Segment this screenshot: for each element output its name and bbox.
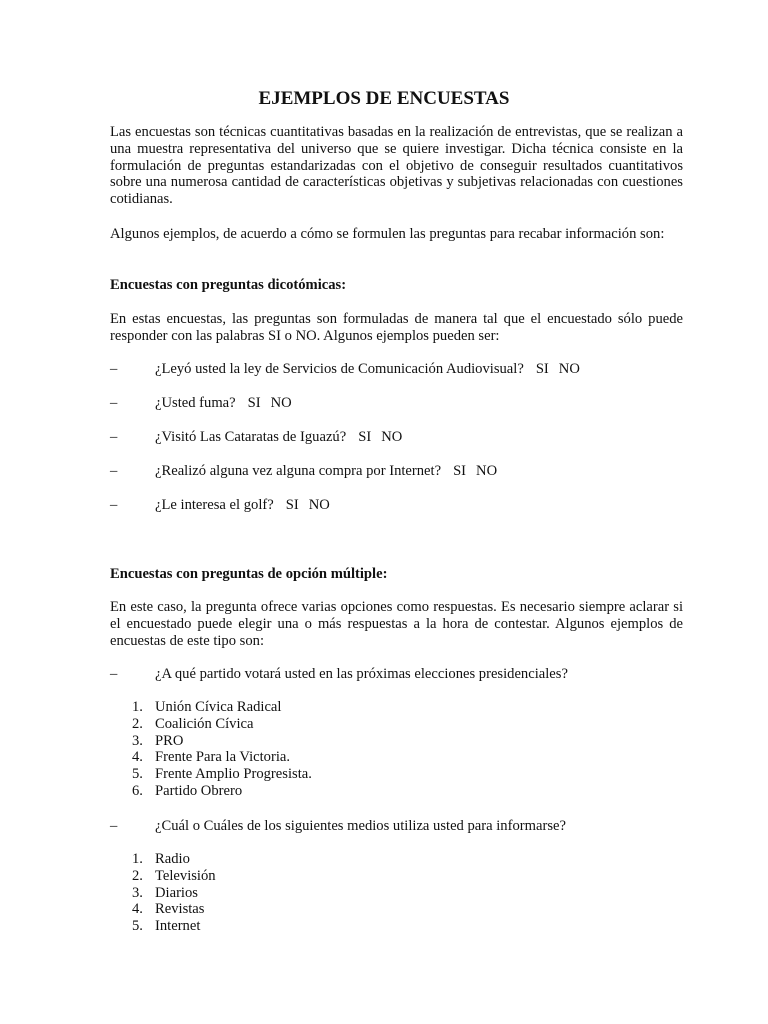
- question-text: ¿A qué partido votará usted en las próximas elecciones presidenciales?: [155, 666, 568, 682]
- option-text: Partido Obrero: [155, 782, 243, 799]
- question-text: ¿Leyó usted la ley de Servicios de Comunicación Audiovisual?: [155, 361, 524, 377]
- multiple-choice-heading: Encuestas con preguntas de opción múltiple:: [110, 566, 388, 582]
- item-number: 6.: [132, 782, 143, 799]
- dichotomous-question-item: [110, 361, 683, 378]
- page-title: EJEMPLOS DE ENCUESTAS: [258, 88, 510, 109]
- list-item: [132, 733, 312, 750]
- dichotomous-heading: Encuestas con preguntas dicotómicas:: [110, 277, 347, 293]
- list-item: [132, 885, 216, 902]
- dash-bullet: –: [110, 395, 118, 411]
- yes-option: SI: [247, 395, 261, 411]
- dash-bullet: –: [110, 361, 118, 377]
- list-item: [132, 901, 216, 918]
- list-item: [132, 699, 312, 716]
- option-text: Coalición Cívica: [155, 715, 254, 732]
- dash-bullet: –: [110, 818, 118, 834]
- examples-intro-paragraph: Algunos ejemplos, de acuerdo a cómo se formulen las preguntas para recabar información son:: [110, 226, 665, 242]
- list-item: [132, 868, 216, 885]
- media-options-list: [132, 851, 216, 935]
- item-number: 5.: [132, 766, 143, 783]
- yes-option: SI: [535, 361, 549, 377]
- no-option: NO: [558, 361, 580, 377]
- item-number: 5.: [132, 918, 143, 935]
- dichotomous-question-item: [110, 463, 683, 480]
- question-text: ¿Usted fuma?: [155, 395, 236, 411]
- item-number: 3.: [132, 732, 143, 749]
- yes-option: SI: [453, 463, 467, 479]
- option-text: Radio: [155, 851, 190, 867]
- party-options-list: [132, 699, 312, 800]
- multiple-choice-description: En este caso, la pregunta ofrece varias opciones como respuestas. Es necesario siempre aclarar si el encuestado puede elegir una o más respuestas a la hora de contestar. Algunos ejemplos de encuestas de este tipo son:: [110, 599, 683, 649]
- list-item: [132, 918, 216, 935]
- option-text: Televisión: [155, 867, 216, 884]
- no-option: NO: [270, 395, 292, 411]
- multiple-question-item: [110, 666, 683, 683]
- dash-bullet: –: [110, 463, 118, 479]
- item-number: 1.: [132, 851, 143, 867]
- yes-option: SI: [358, 429, 372, 445]
- yes-option: SI: [285, 497, 299, 513]
- item-number: 4.: [132, 901, 143, 918]
- dash-bullet: –: [110, 666, 118, 682]
- dichotomous-question-item: [110, 429, 683, 446]
- option-text: Frente Amplio Progresista.: [155, 766, 312, 783]
- item-number: 2.: [132, 867, 143, 884]
- dichotomous-question-item: [110, 497, 683, 514]
- question-text: ¿Visitó Las Cataratas de Iguazú?: [155, 429, 347, 445]
- option-text: PRO: [155, 732, 184, 749]
- list-item: [132, 783, 312, 800]
- item-number: 4.: [132, 749, 143, 766]
- no-option: NO: [476, 463, 498, 479]
- question-text: ¿Le interesa el golf?: [155, 497, 274, 513]
- list-item: [132, 716, 312, 733]
- list-item: [132, 766, 312, 783]
- dichotomous-description: En estas encuestas, las preguntas son formuladas de manera tal que el encuestado sólo puede responder con las palabras SI o NO. Algunos ejemplos pueden ser:: [110, 311, 683, 344]
- item-number: 2.: [132, 715, 143, 732]
- question-text: ¿Realizó alguna vez alguna compra por Internet?: [155, 463, 442, 479]
- intro-paragraph: Las encuestas son técnicas cuantitativas basadas en la realización de entrevistas, que se realizan a una muestra representativa del universo que se quiere investigar. Dicha técnica consiste en la formulación de preguntas estandarizadas con el objetivo de conseguir resultados cuantitativos sobre una numerosa cantidad de características objetivas y subjetivas relacionadas con cuestiones cotidianas.: [110, 124, 683, 208]
- dash-bullet: –: [110, 429, 118, 445]
- option-text: Unión Cívica Radical: [155, 699, 282, 715]
- item-number: 1.: [132, 699, 143, 715]
- no-option: NO: [308, 497, 330, 513]
- dash-bullet: –: [110, 497, 118, 513]
- option-text: Revistas: [155, 901, 205, 918]
- list-item: [132, 749, 312, 766]
- list-item: [132, 851, 216, 868]
- option-text: Internet: [155, 918, 201, 935]
- item-number: 3.: [132, 884, 143, 901]
- question-text: ¿Cuál o Cuáles de los siguientes medios utiliza usted para informarse?: [155, 818, 566, 834]
- multiple-question-item: [110, 818, 683, 835]
- option-text: Frente Para la Victoria.: [155, 749, 291, 766]
- option-text: Diarios: [155, 884, 198, 901]
- no-option: NO: [381, 429, 403, 445]
- dichotomous-question-item: [110, 395, 683, 412]
